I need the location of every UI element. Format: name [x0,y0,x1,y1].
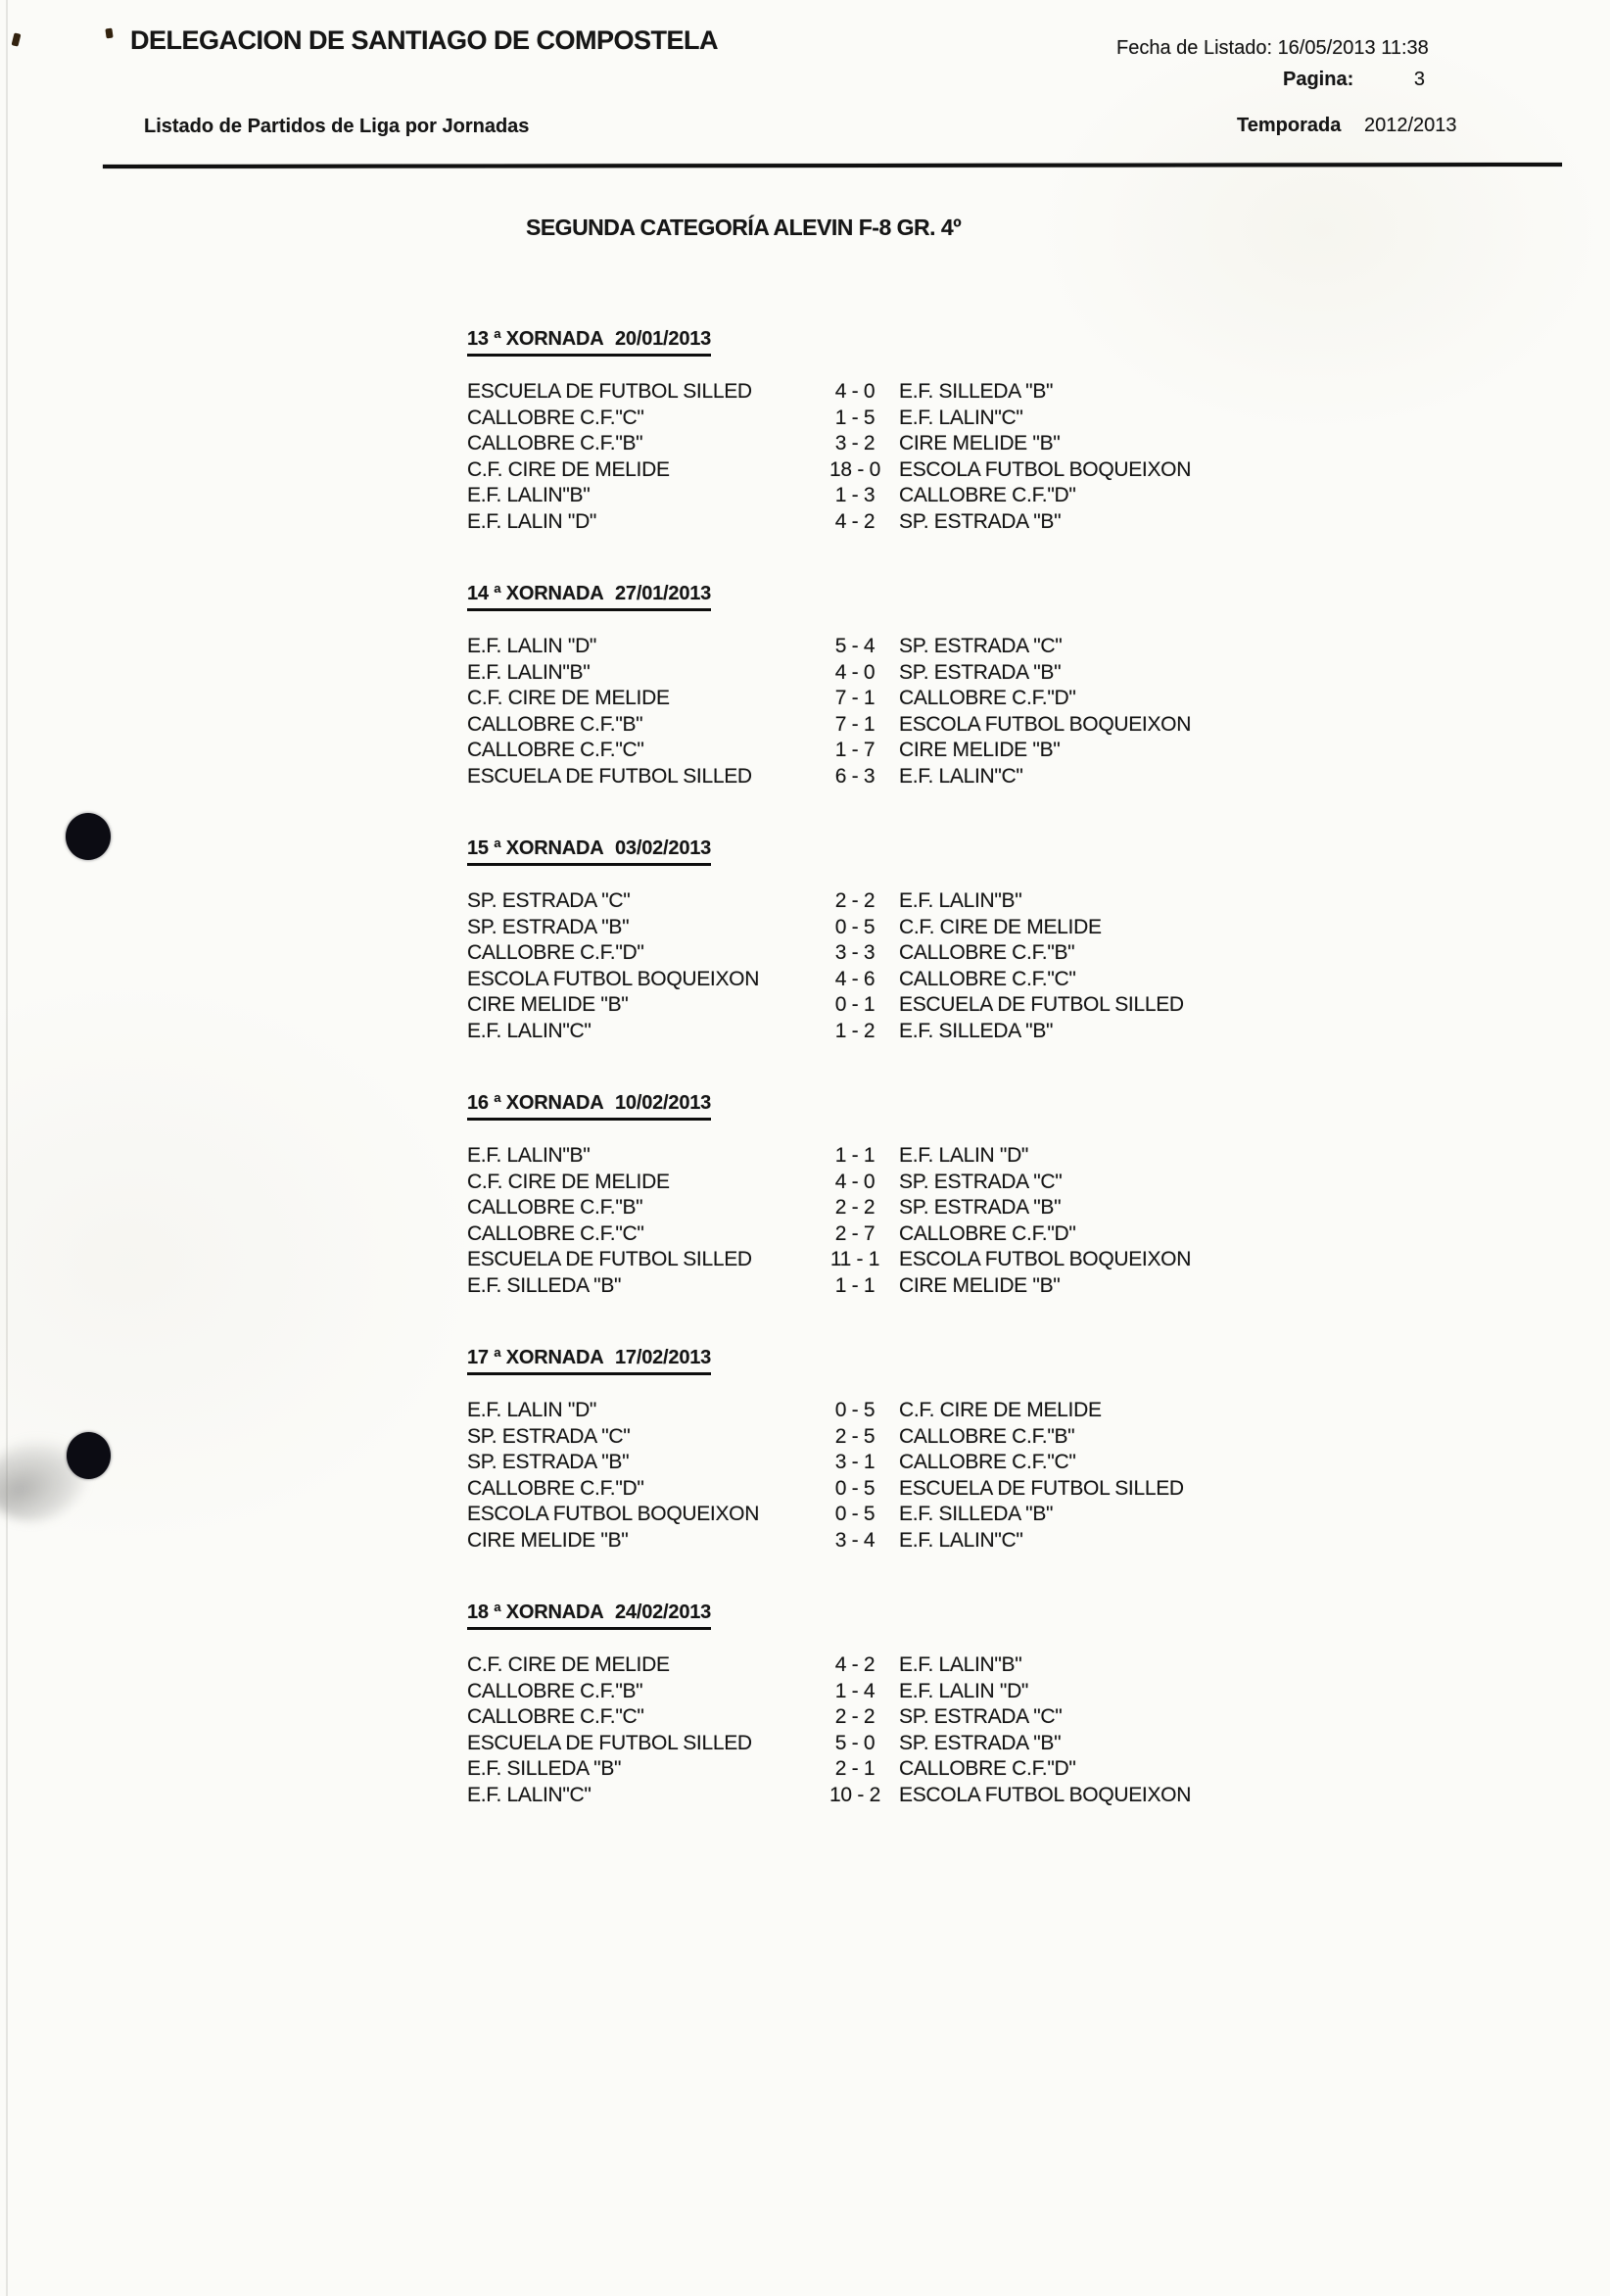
jornada-heading [467,837,711,866]
page-title: DELEGACION DE SANTIAGO DE COMPOSTELA [130,25,719,55]
home-team: E.F. LALIN"B" [467,1144,591,1167]
match-score: 0 - 5 [834,1476,876,1500]
jornada-heading [467,1092,711,1121]
match-score: 4 - 0 [834,380,876,403]
pagina-value: 3 [1413,69,1425,90]
match-row [467,1019,1251,1045]
match-score: 0 - 1 [834,993,876,1016]
match-row [467,1502,1251,1528]
jornada-date: 20/01/2013 [615,328,712,350]
jornada-date: 27/01/2013 [615,583,712,604]
match-score: 2 - 1 [834,1757,876,1780]
jornada-label: 15 ª XORNADA [467,837,604,859]
match-score: 4 - 0 [834,1170,876,1193]
fecha-value: 16/05/2013 11:38 [1277,37,1429,59]
match-score: 0 - 5 [834,1399,876,1421]
match-score: 0 - 5 [834,915,876,938]
match-row [467,660,1251,687]
away-team: SP. ESTRADA "B" [899,1196,1062,1219]
jornada-label: 16 ª XORNADA [467,1092,604,1114]
away-team: SP. ESTRADA "C" [899,1170,1063,1193]
away-team: CALLOBRE C.F."B" [899,1424,1075,1448]
away-team: E.F. LALIN"B" [899,889,1022,912]
away-team: E.F. LALIN"C" [899,1528,1023,1552]
home-team: C.F. CIRE DE MELIDE [467,687,670,709]
away-team: SP. ESTRADA "C" [899,1705,1063,1728]
match-row [467,888,1251,915]
jornada-date: 10/02/2013 [615,1092,712,1114]
match-row [467,1679,1251,1705]
away-team: ESCUELA DE FUTBOL SILLED [899,993,1184,1016]
match-list [467,379,1251,535]
match-score: 1 - 2 [834,1019,876,1042]
home-team: E.F. LALIN "D" [467,635,597,657]
away-team: E.F. SILLEDA "B" [899,1019,1054,1042]
ink-speck [105,28,113,39]
jornada-block [467,1092,1251,1322]
away-team: CIRE MELIDE "B" [899,739,1061,761]
match-score: 1 - 1 [834,1144,876,1167]
match-row [467,992,1251,1019]
home-team: ESCUELA DE FUTBOL SILLED [467,764,752,788]
match-row [467,967,1251,993]
match-list [467,888,1251,1044]
match-row [467,1170,1251,1196]
jornada-label: 13 ª XORNADA [467,328,604,350]
home-team: CALLOBRE C.F."D" [467,941,644,964]
match-row [467,1731,1251,1757]
match-score: 4 - 2 [834,509,876,533]
home-team: E.F. LALIN"B" [467,484,591,506]
home-team: CALLOBRE C.F."C" [467,1705,644,1728]
jornada-block [467,1602,1251,1832]
home-team: C.F. CIRE DE MELIDE [467,457,670,481]
match-score: 1 - 1 [834,1273,876,1297]
home-team: E.F. LALIN"B" [467,660,591,684]
jornada-label: 17 ª XORNADA [467,1347,604,1368]
match-score: 2 - 2 [834,1705,876,1728]
home-team: ESCOLA FUTBOL BOQUEIXON [467,967,760,990]
away-team: C.F. CIRE DE MELIDE [899,915,1102,938]
match-row [467,379,1251,406]
match-score: 4 - 6 [834,967,876,990]
match-row [467,431,1251,457]
away-team: SP. ESTRADA "B" [899,1731,1062,1754]
match-row [467,1756,1251,1783]
away-team: CALLOBRE C.F."D" [899,484,1076,506]
home-team: E.F. LALIN"C" [467,1783,592,1806]
punch-hole-mark [66,813,111,860]
home-team: ESCOLA FUTBOL BOQUEIXON [467,1503,760,1525]
match-row [467,457,1251,484]
jornada-heading [467,328,711,357]
match-score: 4 - 0 [834,660,876,684]
away-team: E.F. LALIN "D" [899,1144,1029,1167]
match-score: 1 - 3 [834,484,876,506]
away-team: E.F. SILLEDA "B" [899,380,1054,403]
home-team: CALLOBRE C.F."C" [467,739,644,761]
home-team: CALLOBRE C.F."B" [467,712,643,736]
report-subtitle: Listado de Partidos de Liga por Jornadas [144,116,530,137]
match-score: 3 - 3 [834,941,876,964]
match-row [467,1704,1251,1731]
match-score: 3 - 2 [834,432,876,454]
match-row [467,509,1251,536]
away-team: CALLOBRE C.F."C" [899,967,1076,990]
away-team: SP. ESTRADA "B" [899,660,1062,684]
match-row [467,764,1251,790]
home-team: CALLOBRE C.F."D" [467,1476,644,1500]
match-row [467,483,1251,509]
jornada-block [467,837,1251,1068]
home-team: E.F. SILLEDA "B" [467,1273,622,1297]
match-list [467,634,1251,789]
home-team: C.F. CIRE DE MELIDE [467,1653,670,1676]
jornada-label: 18 ª XORNADA [467,1602,604,1623]
home-team: CALLOBRE C.F."B" [467,432,643,454]
away-team: SP. ESTRADA "C" [899,635,1063,657]
home-team: CALLOBRE C.F."C" [467,406,644,429]
away-team: E.F. SILLEDA "B" [899,1503,1054,1525]
away-team: CALLOBRE C.F."D" [899,1757,1076,1780]
away-team: ESCOLA FUTBOL BOQUEIXON [899,1783,1192,1806]
header-divider [103,163,1562,168]
match-score: 5 - 0 [834,1731,876,1754]
away-team: ESCOLA FUTBOL BOQUEIXON [899,1248,1192,1270]
home-team: E.F. SILLEDA "B" [467,1757,622,1780]
match-row [467,634,1251,660]
match-row [467,1424,1251,1451]
match-score: 2 - 7 [834,1221,876,1245]
home-team: ESCUELA DE FUTBOL SILLED [467,1248,752,1270]
match-row [467,1476,1251,1503]
away-team: CIRE MELIDE "B" [899,432,1061,454]
home-team: E.F. LALIN "D" [467,1399,597,1421]
jornada-heading [467,583,711,611]
home-team: CALLOBRE C.F."B" [467,1196,643,1219]
temporada-value: 2012/2013 [1364,115,1457,136]
match-score: 7 - 1 [834,687,876,709]
match-score: 3 - 4 [834,1528,876,1552]
match-row [467,738,1251,764]
match-score: 2 - 5 [834,1424,876,1448]
match-row [467,712,1251,739]
home-team: SP. ESTRADA "C" [467,1424,631,1448]
away-team: E.F. LALIN"C" [899,406,1023,429]
match-score: 7 - 1 [834,712,876,736]
punch-hole-mark [67,1432,111,1479]
match-score: 1 - 4 [834,1679,876,1702]
match-score: 3 - 1 [834,1451,876,1473]
match-score: 0 - 5 [834,1503,876,1525]
away-team: CIRE MELIDE "B" [899,1273,1061,1297]
match-list [467,1143,1251,1299]
match-score: 4 - 2 [834,1653,876,1676]
match-row [467,915,1251,941]
away-team: CALLOBRE C.F."B" [899,941,1075,964]
match-row [467,1221,1251,1248]
match-list [467,1398,1251,1554]
match-row [467,1398,1251,1424]
jornada-block [467,1347,1251,1577]
category-title: SEGUNDA CATEGORÍA ALEVIN F-8 GR. 4º [526,215,962,240]
away-team: E.F. LALIN"B" [899,1653,1022,1676]
jornada-heading [467,1602,711,1630]
match-row [467,1528,1251,1555]
match-row [467,686,1251,712]
match-list [467,1652,1251,1808]
temporada-label: Temporada [1237,115,1342,136]
away-team: ESCOLA FUTBOL BOQUEIXON [899,457,1192,481]
match-row [467,1783,1251,1809]
jornada-date: 24/02/2013 [615,1602,712,1623]
jornada-block [467,583,1251,813]
match-score: 18 - 0 [829,457,880,481]
match-score: 10 - 2 [829,1783,880,1806]
home-team: E.F. LALIN"C" [467,1019,592,1042]
fecha-label: Fecha de Listado: [1116,37,1272,59]
home-team: CIRE MELIDE "B" [467,1528,629,1552]
home-team: ESCUELA DE FUTBOL SILLED [467,380,752,403]
away-team: E.F. LALIN "D" [899,1679,1029,1702]
away-team: CALLOBRE C.F."D" [899,1221,1076,1245]
match-row [467,1273,1251,1300]
away-team: ESCOLA FUTBOL BOQUEIXON [899,712,1192,736]
away-team: CALLOBRE C.F."D" [899,687,1076,709]
match-score: 1 - 5 [834,406,876,429]
home-team: CALLOBRE C.F."C" [467,1221,644,1245]
home-team: CIRE MELIDE "B" [467,993,629,1016]
match-row [467,940,1251,967]
jornada-heading [467,1347,711,1375]
away-team: C.F. CIRE DE MELIDE [899,1399,1102,1421]
jornada-date: 03/02/2013 [615,837,712,859]
match-row [467,1247,1251,1273]
match-row [467,1195,1251,1221]
home-team: SP. ESTRADA "C" [467,889,631,912]
match-score: 2 - 2 [834,1196,876,1219]
home-team: C.F. CIRE DE MELIDE [467,1170,670,1193]
pagina-label: Pagina: [1283,69,1354,90]
fecha-de-listado [1116,37,1429,60]
home-team: CALLOBRE C.F."B" [467,1679,643,1702]
home-team: E.F. LALIN "D" [467,509,597,533]
away-team: ESCUELA DE FUTBOL SILLED [899,1476,1184,1500]
home-team: SP. ESTRADA "B" [467,1451,630,1473]
match-score: 5 - 4 [834,635,876,657]
match-score: 2 - 2 [834,889,876,912]
match-row [467,1450,1251,1476]
match-score: 6 - 3 [834,764,876,788]
match-row [467,1143,1251,1170]
home-team: SP. ESTRADA "B" [467,915,630,938]
jornada-label: 14 ª XORNADA [467,583,604,604]
jornada-block [467,328,1251,558]
match-row [467,1652,1251,1679]
away-team: E.F. LALIN"C" [899,764,1023,788]
scan-edge-line [6,0,8,2296]
home-team: ESCUELA DE FUTBOL SILLED [467,1731,752,1754]
away-team: SP. ESTRADA "B" [899,509,1062,533]
ink-speck [12,32,22,46]
match-row [467,406,1251,432]
match-score: 1 - 7 [834,739,876,761]
away-team: CALLOBRE C.F."C" [899,1451,1076,1473]
match-score: 11 - 1 [829,1248,880,1270]
jornada-date: 17/02/2013 [615,1347,712,1368]
